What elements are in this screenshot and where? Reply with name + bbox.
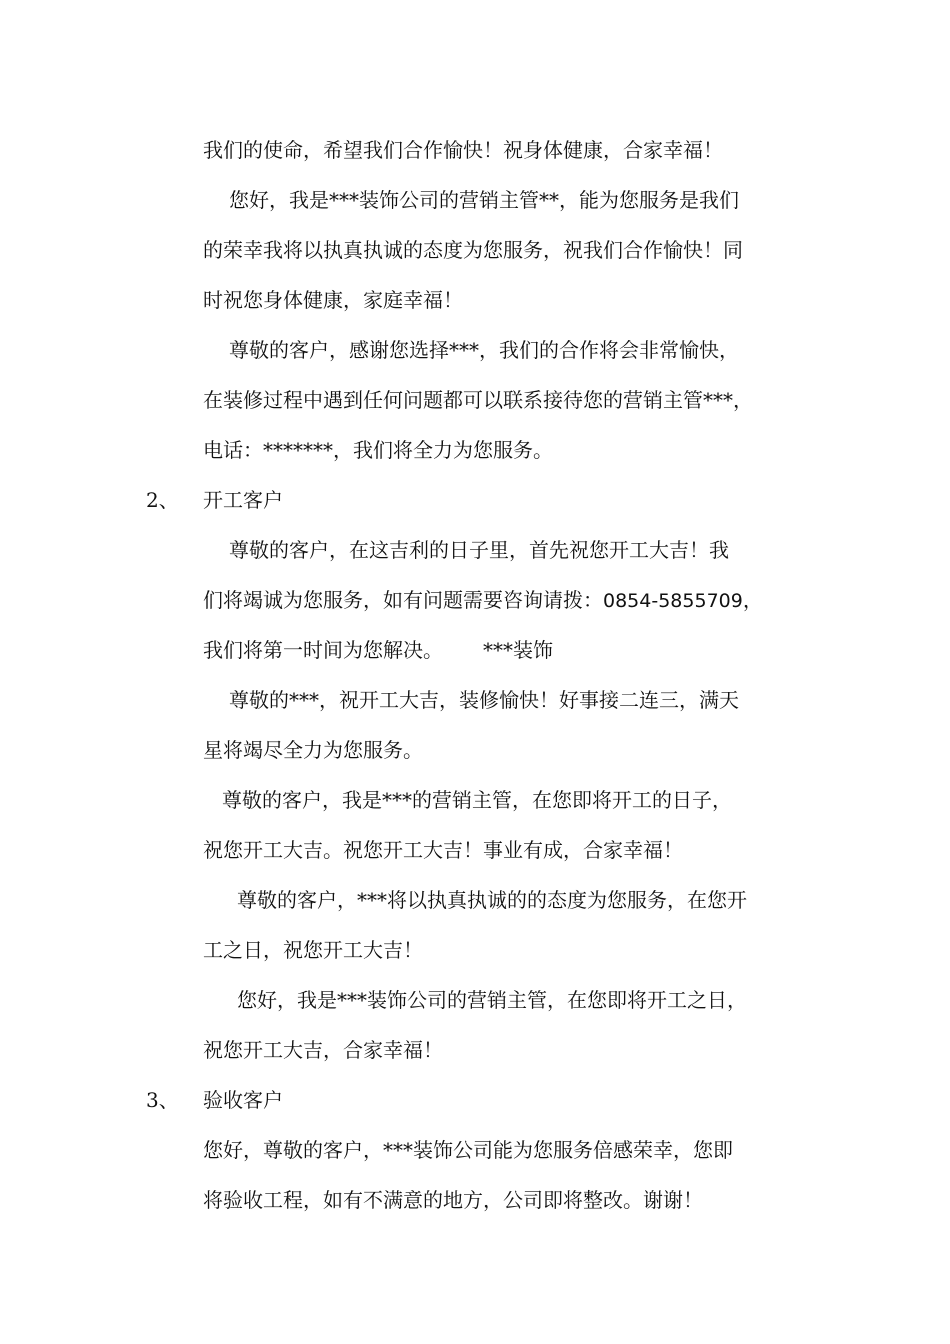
paragraph-line: 您好，我是***装饰公司的营销主管**，能为您服务是我们 [229,188,739,212]
paragraph-line: 星将竭尽全力为您服务。 [203,738,423,762]
paragraph-line [203,584,823,616]
paragraph-text: 们将竭诚为您服务，如有问题需要咨询请拨： [203,588,603,612]
section-number: 3、 [146,1088,179,1112]
section-number: 2、 [146,488,179,512]
paragraph-line: 尊敬的客户，***将以执真执诚的的态度为您服务，在您开 [237,888,747,912]
section-title: 验收客户 [203,1088,283,1112]
paragraph-line: 尊敬的***，祝开工大吉，装修愉快！好事接二连三，满天 [229,688,739,712]
paragraph-line: 将验收工程，如有不满意的地方，公司即将整改。谢谢！ [203,1188,703,1212]
section-title: 开工客户 [203,488,283,512]
paragraph-line: 尊敬的客户，我是***的营销主管，在您即将开工的日子， [222,788,732,812]
paragraph-line [203,634,823,666]
paragraph-line: 电话：*******，我们将全力为您服务。 [203,438,553,462]
paragraph-line: 尊敬的客户，感谢您选择***，我们的合作将会非常愉快， [229,338,739,362]
paragraph-text: ， [742,588,763,612]
paragraph-line: 您好，我是***装饰公司的营销主管，在您即将开工之日， [237,988,747,1012]
company-signature: ***装饰 [483,638,553,662]
paragraph-line: 在装修过程中遇到任何问题都可以联系接待您的营销主管***， [203,388,753,412]
paragraph-text: 我们将第一时间为您解决。 [203,638,443,662]
phone-number: 0854-5855709 [603,590,743,612]
paragraph-line: 祝您开工大吉。祝您开工大吉！事业有成，合家幸福！ [203,838,683,862]
paragraph-line: 时祝您身体健康，家庭幸福！ [203,288,463,312]
paragraph-line: 我们的使命，希望我们合作愉快！祝身体健康，合家幸福！ [203,138,723,162]
paragraph-line: 祝您开工大吉，合家幸福！ [203,1038,443,1062]
paragraph-line: 您好，尊敬的客户，***装饰公司能为您服务倍感荣幸，您即 [203,1138,733,1162]
paragraph-line: 的荣幸我将以执真执诚的态度为您服务，祝我们合作愉快！同 [203,238,743,262]
paragraph-line: 尊敬的客户，在这吉利的日子里，首先祝您开工大吉！我 [229,538,729,562]
paragraph-line: 工之日，祝您开工大吉！ [203,938,423,962]
